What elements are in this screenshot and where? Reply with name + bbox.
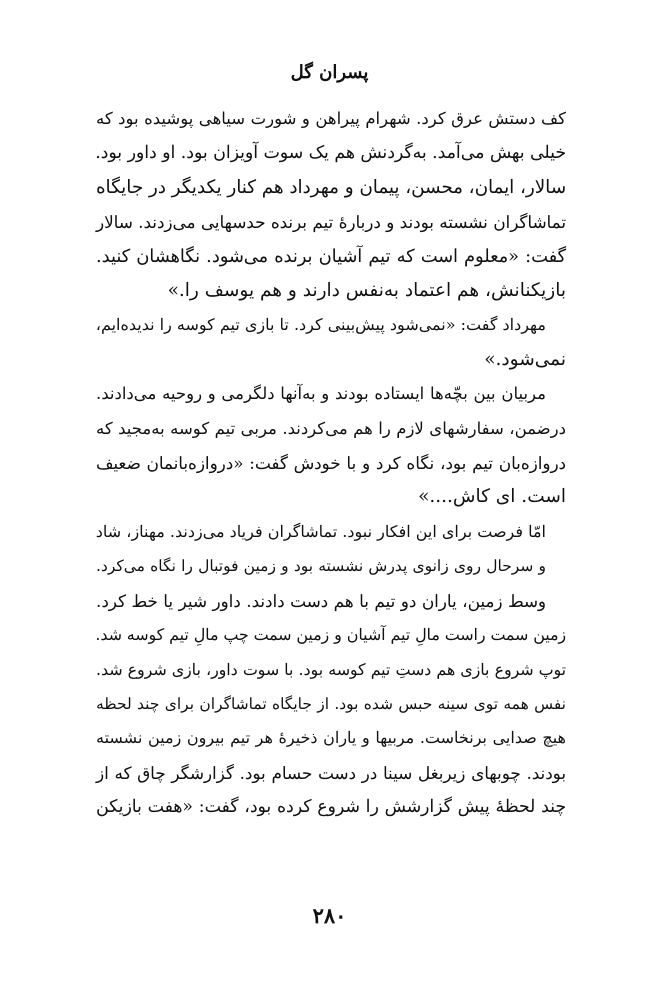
text-line: نفس همه توی سینه حبس شده بود. از جایگاه تماشاگران برای چند لحظه <box>96 694 566 713</box>
text-line: درضمن، سفارشهای لازم را هم می‌کردند. مربی تیم کوسه به‌مجید که <box>96 418 566 438</box>
text-line: دروازه‌بان تیم بود، نگاه کرد و با خودش گفت: «دروازه‌بانمان ضعیف <box>96 453 566 474</box>
text-line: و سرحال روی زانوی پدرش نشسته بود و زمین فوتبال را نگاه می‌کرد. <box>96 557 546 576</box>
text-line: تماشاگران نشسته بودند و دربارهٔ تیم برنده حدسهایی می‌زدند. سالار <box>96 212 566 233</box>
text-line: سالار، ایمان، محسن، پیمان و مهرداد هم کنار یکدیگر در جایگاه <box>95 176 566 198</box>
text-line: بازیکنانش، هم اعتماد به‌نفس دارند و هم یوسف را.» <box>167 280 566 302</box>
text-line: است. ای کاش....» <box>418 486 566 508</box>
text-line: مربیان بین بچّه‌ها ایستاده بودند و به‌آنها دلگرمی و روحیه می‌دادند. <box>96 384 546 404</box>
text-line: مهرداد گفت: «نمی‌شود پیش‌بینی کرد. تا بازی تیم کوسه را ندیده‌ایم، <box>95 315 546 335</box>
text-line: نمی‌شود.» <box>484 348 566 370</box>
text-line: بودند. چوبهای زیربغل سینا در دست حسام بود. گزارشگر چاق که از <box>96 762 566 783</box>
text-line: گفت: «معلوم است که تیم آشیان برنده می‌شود. نگاهشان کنید. <box>96 246 566 267</box>
page-number: ۲۸۰ <box>312 903 347 928</box>
text-line: هیچ صدایی برنخاست. مربیها و یاران ذخیرهٔ هر تیم بیرون زمین نشسته <box>96 728 566 748</box>
text-line: توپ شروع بازی هم دستِ تیم کوسه بود. با سوت داور، بازی شروع شد. <box>96 659 566 679</box>
text-line: چند لحظهٔ پیش گزارشش را شروع کرده بود، گفت: «هفت بازیکن <box>96 797 566 818</box>
running-header: پسران گل <box>290 62 369 83</box>
body-text <box>96 102 566 825</box>
text-line: وسط زمین، یاران دو تیم با هم دست دادند. داور شیر یا خط کرد. <box>96 590 546 611</box>
text-line: زمین سمت راست مالِ تیم آشیان و زمین سمت چپ مالِ تیم کوسه شد. <box>95 625 566 645</box>
text-line: امّا فرصت برای این افکار نبود. تماشاگران فریاد می‌زدند. مهناز، شاد <box>95 521 546 541</box>
text-line: خیلی بهش می‌آمد. به‌گردنش هم یک سوت آویزان بود. او داور بود. <box>95 143 566 164</box>
text-line: کف دستش عرق کرد. شهرام پیراهن و شورت سیاهی پوشیده بود که <box>96 109 566 128</box>
